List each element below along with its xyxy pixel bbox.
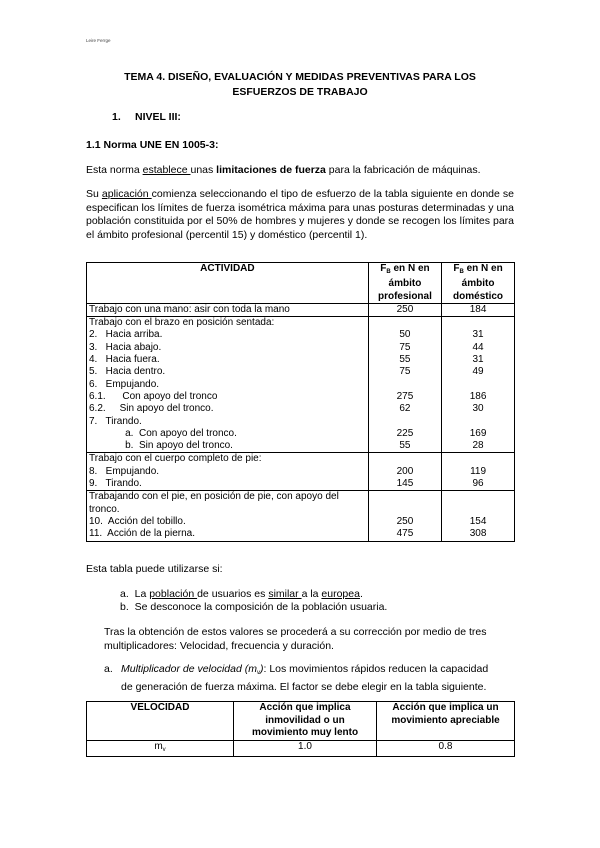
- value: [444, 379, 512, 391]
- value: 49: [472, 366, 484, 378]
- list-item: [120, 588, 387, 601]
- paragraph-underlined: aplicación: [101, 188, 152, 200]
- header-text: profesional: [377, 290, 432, 302]
- domestic-cell: [442, 317, 515, 453]
- value: 308: [469, 528, 487, 540]
- value: [371, 491, 439, 503]
- value: 75: [399, 341, 411, 353]
- list-item: [120, 601, 387, 614]
- intro-paragraph: [86, 164, 481, 176]
- multiplier-sub: v: [256, 670, 260, 676]
- value: 31: [472, 329, 484, 341]
- velocity-line-2: de generación de fuerza máxima. El factor se debe elegir en la tabla siguiente.: [121, 680, 487, 693]
- value: 96: [472, 478, 484, 490]
- velocity-line-1: [104, 663, 514, 681]
- list-label: a.: [120, 588, 129, 600]
- value: 44: [472, 341, 484, 353]
- title-line-1: TEMA 4. DISEÑO, EVALUACIÓN Y MEDIDAS PREVENTIVAS PARA LOS: [124, 71, 476, 83]
- professional-cell: [368, 453, 441, 491]
- header-text: F: [453, 263, 460, 274]
- value: 30: [472, 403, 484, 415]
- page-header-text: Leire Ferrge: [86, 38, 111, 43]
- value: 119: [470, 465, 487, 477]
- header-text: en N en: [463, 263, 503, 274]
- table-row: [87, 491, 515, 541]
- activity-line: 11. Acción de la pierna.: [89, 528, 195, 540]
- list-underlined: europea: [321, 588, 360, 600]
- value: 28: [472, 440, 484, 452]
- velocity-multiplier-item: [104, 663, 514, 694]
- value: [371, 317, 439, 329]
- activity-line: tronco.: [89, 503, 120, 515]
- header-text: en N en: [390, 263, 430, 274]
- value: [371, 453, 439, 465]
- list-text: a la: [301, 588, 322, 600]
- value: [444, 491, 512, 503]
- activity-line: 10. Acción del tobillo.: [89, 515, 186, 527]
- title-line-2: ESFUERZOS DE TRABAJO: [232, 86, 368, 98]
- value: [371, 504, 439, 516]
- value: 186: [469, 390, 487, 402]
- header-activity: ACTIVIDAD: [87, 263, 369, 304]
- list-underlined: similar: [268, 588, 302, 600]
- paragraph-text: comienza seleccionando el tipo de esfuerzo de la tabla siguiente en donde se especifican los límites de fuerza isométrica máxima para unas posturas determinadas y una población constituida por el 50% de hombres y mujeres y donde se recogen los límites para el ámbito profesional (percentil 15) y doméstico (percentil 1).: [86, 188, 514, 241]
- activity-line: 9. Tirando.: [89, 478, 142, 490]
- velocity-table: [86, 701, 515, 757]
- conditions-list: [120, 588, 387, 614]
- intro-text: unas: [190, 164, 217, 176]
- value: [444, 504, 512, 516]
- multiplier-text: : Los movimientos rápidos reducen la capacidad: [263, 663, 489, 675]
- header-text: F: [380, 263, 387, 274]
- activity-line: a. Con apoyo del tronco.: [89, 427, 237, 439]
- professional-cell: [368, 317, 441, 453]
- table-row: [87, 453, 515, 491]
- movement-value-cell: 0.8: [377, 740, 515, 757]
- header-immobility: Acción que implica inmovilidad o un movimiento muy lento: [234, 702, 377, 741]
- value: [444, 453, 512, 465]
- activity-line: 5. Hacia dentro.: [89, 366, 166, 378]
- value: 225: [396, 427, 414, 439]
- header-sub: B: [386, 269, 391, 275]
- paragraph-text: Su: [86, 188, 102, 200]
- table-header-row: [87, 702, 515, 741]
- activity-cell: [87, 491, 369, 541]
- list-text: de usuarios es: [197, 588, 269, 600]
- multipliers-paragraph: Tras la obtención de estos valores se procederá a su corrección por medio de tres multiplicadores: Velocidad, frecuencia y duración.: [104, 626, 487, 652]
- header-movement: Acción que implica un movimiento apreciable: [377, 702, 515, 741]
- activity-line: Trabajo con el brazo en posición sentada:: [89, 317, 275, 329]
- domestic-cell: [442, 453, 515, 491]
- value: 50: [399, 329, 411, 341]
- intro-bold: limitaciones de fuerza: [216, 164, 326, 176]
- value: [371, 416, 439, 428]
- list-label: b.: [120, 601, 129, 613]
- activity-line: 7. Tirando.: [89, 415, 142, 427]
- table-row: [87, 740, 515, 757]
- professional-cell: [368, 491, 441, 541]
- header-text: ámbito: [461, 278, 495, 290]
- activity-line: 3. Hacia abajo.: [89, 341, 162, 353]
- intro-text: Esta norma: [86, 164, 143, 176]
- symbol-sub: v: [162, 746, 166, 753]
- value: 75: [399, 366, 411, 378]
- value: 145: [396, 478, 414, 490]
- value: 62: [399, 403, 411, 415]
- value: 275: [396, 390, 414, 402]
- page-title: [86, 70, 514, 100]
- value: [371, 379, 439, 391]
- value: 169: [469, 427, 487, 439]
- table-header-row: [87, 263, 515, 304]
- intro-underlined: establece: [142, 164, 191, 176]
- value: [444, 317, 512, 329]
- list-text: La: [134, 588, 150, 600]
- activity-line: Trabajo con el cuerpo completo de pie:: [89, 453, 262, 465]
- section-heading: [112, 111, 181, 123]
- multiplier-name: Multiplicador de velocidad (m: [121, 663, 257, 675]
- list-underlined: población: [149, 588, 198, 600]
- value: 154: [469, 515, 487, 527]
- table-row: [87, 303, 515, 316]
- value: 475: [396, 528, 414, 540]
- intro-text: para la fabricación de máquinas.: [325, 164, 481, 176]
- value: 200: [396, 465, 414, 477]
- professional-cell: 250: [368, 303, 441, 316]
- header-text: doméstico: [453, 290, 504, 302]
- multiplier-name: ): [259, 663, 264, 675]
- value: 55: [399, 354, 411, 366]
- activity-line: b. Sin apoyo del tronco.: [89, 440, 233, 452]
- header-domestic: [442, 263, 515, 304]
- activity-cell: [87, 453, 369, 491]
- header-velocity: VELOCIDAD: [87, 702, 234, 741]
- header-text: ámbito: [388, 278, 422, 290]
- activity-line: 2. Hacia arriba.: [89, 329, 163, 341]
- force-limits-table: [86, 262, 515, 542]
- table-row: [87, 317, 515, 453]
- activity-line: 6. Empujando.: [89, 378, 160, 390]
- domestic-cell: [442, 491, 515, 541]
- header-professional: [368, 263, 441, 304]
- activity-line: 6.2. Sin apoyo del tronco.: [89, 403, 214, 415]
- domestic-cell: 184: [442, 303, 515, 316]
- after-table-text: Esta tabla puede utilizarse si:: [86, 563, 223, 575]
- value: [444, 416, 512, 428]
- description-paragraph: [86, 188, 514, 242]
- velocity-symbol-cell: [87, 740, 234, 757]
- list-text: Se desconoce la composición de la población usuaria.: [134, 601, 388, 613]
- immobility-value-cell: 1.0: [234, 740, 377, 757]
- symbol: m: [154, 740, 163, 752]
- item-label: a.: [104, 663, 113, 675]
- activity-line: Trabajando con el pie, en posición de pie, con apoyo del: [89, 491, 339, 503]
- activity-cell: Trabajo con una mano: asir con toda la mano: [87, 303, 369, 316]
- subsection-heading: 1.1 Norma UNE EN 1005-3:: [86, 139, 219, 151]
- value: 250: [396, 515, 414, 527]
- section-label: NIVEL III:: [135, 111, 181, 123]
- activity-line: 4. Hacia fuera.: [89, 354, 160, 366]
- activity-line: 6.1. Con apoyo del tronco: [89, 390, 218, 402]
- activity-line: 8. Empujando.: [89, 465, 160, 477]
- header-sub: B: [459, 269, 464, 275]
- value: 55: [399, 440, 411, 452]
- section-number: 1.: [112, 111, 121, 123]
- list-text: .: [359, 588, 363, 600]
- value: 31: [472, 354, 484, 366]
- activity-cell: [87, 317, 369, 453]
